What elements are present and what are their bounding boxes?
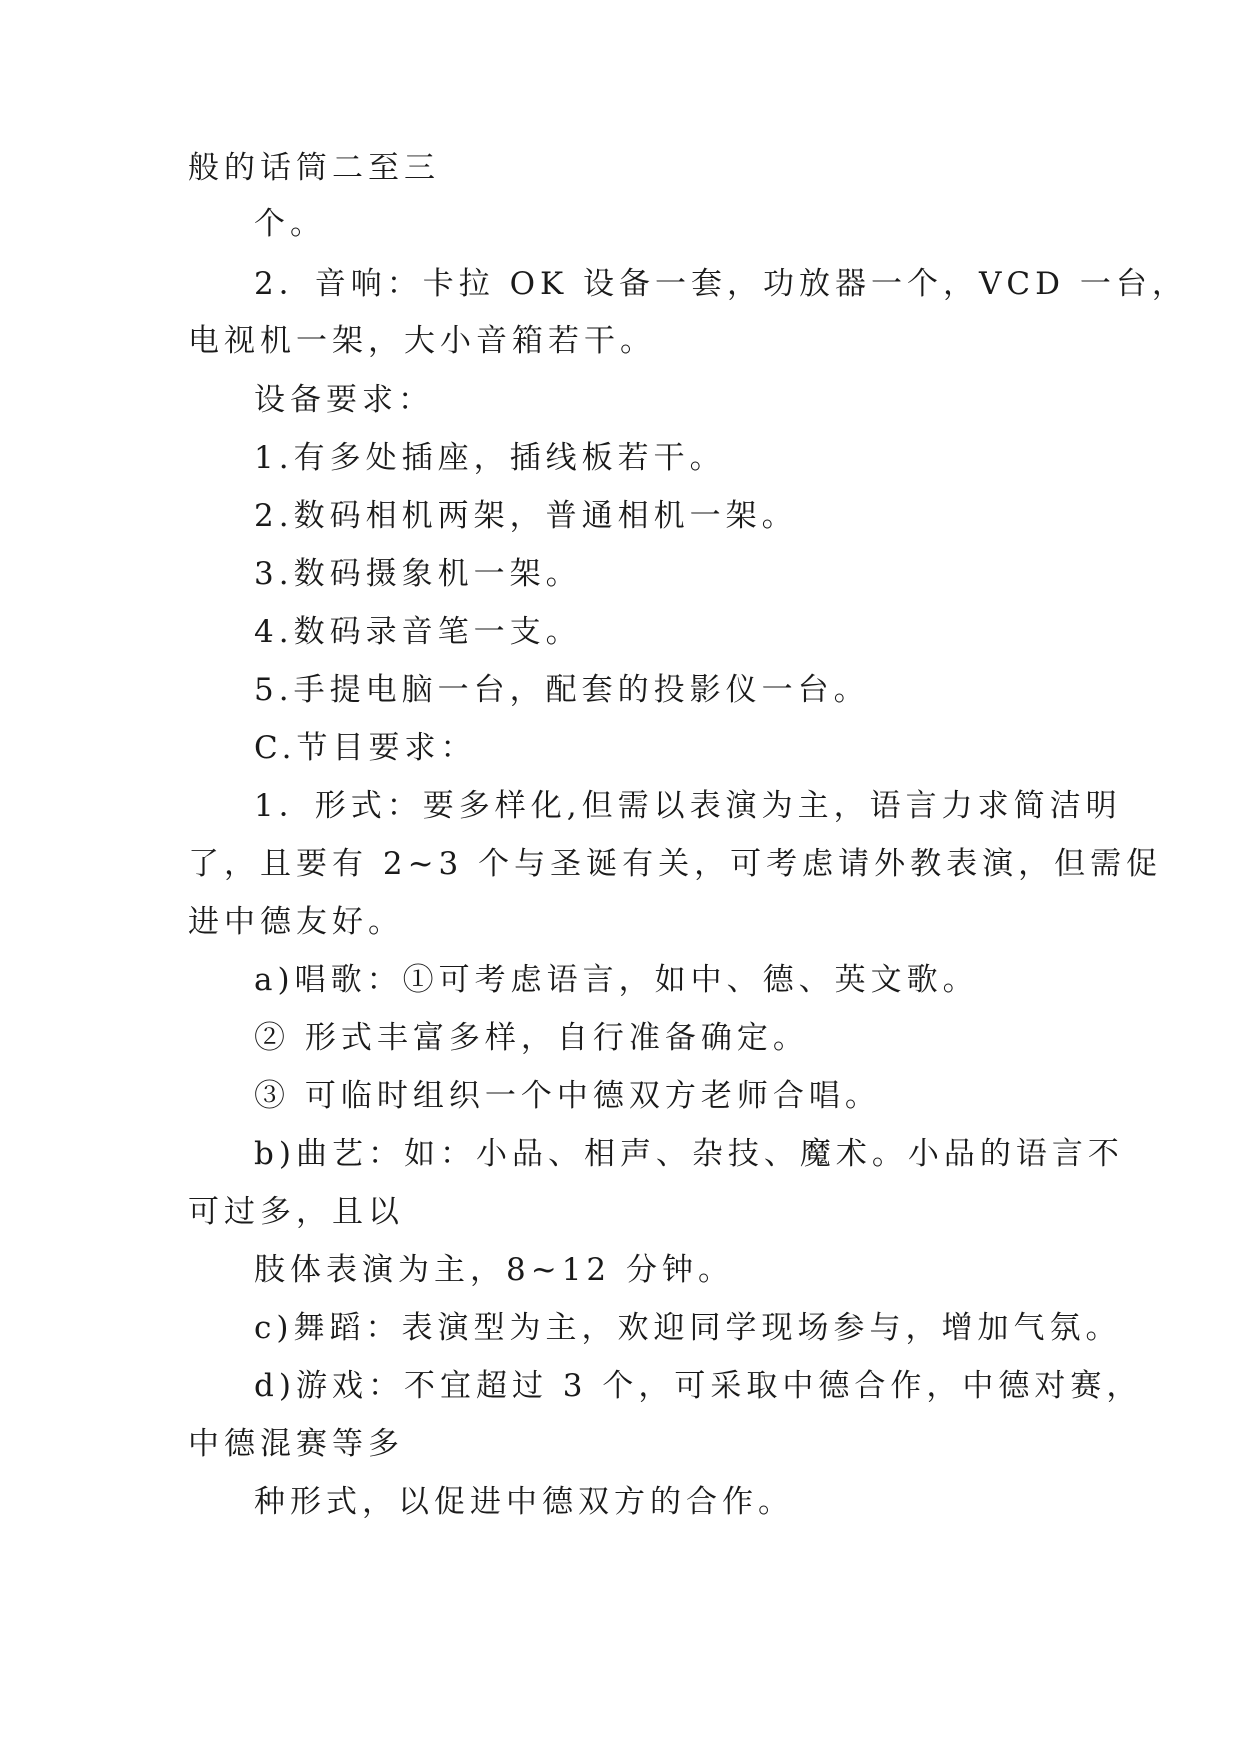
text-line: 4.数码录音笔一支。 — [254, 614, 582, 650]
text-line: 设备要求： — [254, 382, 434, 418]
text-line: 进中德友好。 — [188, 904, 404, 940]
text-line: 肢体表演为主，8~12 分钟。 — [254, 1252, 734, 1288]
text-line: 个。 — [254, 206, 326, 242]
text-line: a)唱歌：①可考虑语言，如中、德、英文歌。 — [254, 962, 979, 998]
text-line: 5.手提电脑一台，配套的投影仪一台。 — [254, 672, 870, 708]
text-line: 种形式，以促进中德双方的合作。 — [254, 1484, 794, 1520]
text-line: 2．音响：卡拉 OK 设备一套，功放器一个，VCD 一台， — [254, 266, 1188, 302]
text-line: 电视机一架，大小音箱若干。 — [188, 323, 656, 359]
text-line: 了，且要有 2~3 个与圣诞有关，可考虑请外教表演，但需促 — [188, 846, 1163, 882]
text-line: 1．形式：要多样化,但需以表演为主，语言力求简洁明 — [254, 788, 1122, 824]
text-line: 3.数码摄象机一架。 — [254, 556, 582, 592]
text-line: c)舞蹈：表演型为主，欢迎同学现场参与，增加气氛。 — [254, 1310, 1122, 1346]
text-line: ② 形式丰富多样，自行准备确定。 — [254, 1020, 809, 1056]
text-line: 般的话筒二至三 — [188, 150, 440, 186]
text-line: ③ 可临时组织一个中德双方老师合唱。 — [254, 1078, 881, 1114]
text-line: 可过多，且以 — [188, 1194, 404, 1230]
text-line: 中德混赛等多 — [188, 1426, 404, 1462]
text-line: C.节目要求： — [254, 730, 477, 766]
text-line: b)曲艺：如：小品、相声、杂技、魔术。小品的语言不 — [254, 1136, 1124, 1172]
text-line: d)游戏：不宜超过 3 个，可采取中德合作，中德对赛， — [254, 1368, 1143, 1404]
text-line: 1.有多处插座，插线板若干。 — [254, 440, 726, 476]
text-line: 2.数码相机两架，普通相机一架。 — [254, 498, 798, 534]
